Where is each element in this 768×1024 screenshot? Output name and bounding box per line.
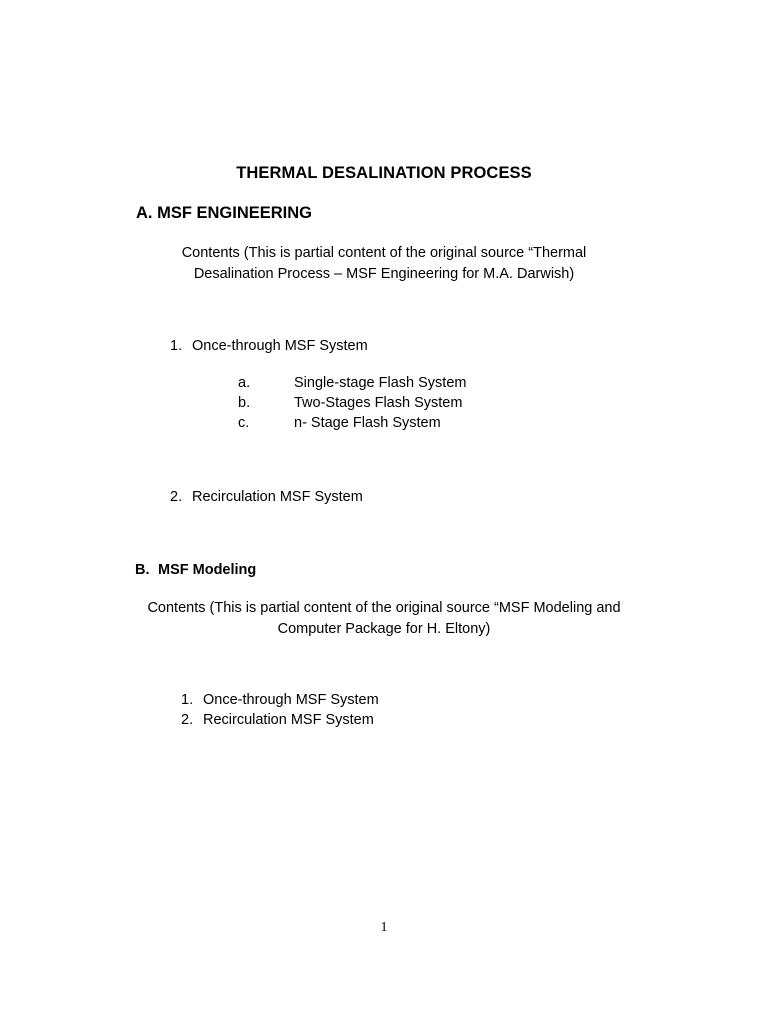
- list-item: [170, 489, 363, 505]
- list-item-label: Once-through MSF System: [192, 338, 368, 354]
- sub-list-item-letter: a.: [238, 375, 251, 391]
- section-a-contents-line-1: Contents (This is partial content of the original source “Thermal: [181, 245, 587, 261]
- sub-list-item-label: Two-Stages Flash System: [294, 395, 463, 411]
- sub-list-item: [238, 415, 441, 431]
- list-item-number: 1.: [170, 338, 183, 354]
- page-title: THERMAL DESALINATION PROCESS: [236, 164, 532, 182]
- sub-list-item-label: n- Stage Flash System: [294, 415, 441, 431]
- section-a-contents-line-2: Desalination Process – MSF Engineering for M.A. Darwish): [193, 266, 575, 282]
- sub-list-item-letter: c.: [238, 415, 250, 431]
- list-item-label: Recirculation MSF System: [203, 712, 374, 728]
- list-item: [181, 712, 374, 728]
- section-b-title: MSF Modeling: [158, 562, 257, 578]
- section-b-contents-line-2: Computer Package for H. Eltony): [277, 621, 491, 637]
- list-item-label: Once-through MSF System: [203, 692, 379, 708]
- list-item: [170, 338, 368, 354]
- list-item-number: 2.: [181, 712, 194, 728]
- sub-list-item: [238, 375, 466, 391]
- section-b-number: B.: [135, 562, 150, 578]
- list-item-label: Recirculation MSF System: [192, 489, 363, 505]
- sub-list-item-label: Single-stage Flash System: [294, 375, 467, 391]
- section-b-heading: [135, 562, 256, 578]
- section-a-heading: A. MSF ENGINEERING: [136, 204, 313, 222]
- list-item-number: 2.: [170, 489, 183, 505]
- section-a-contents-note: [0, 243, 768, 285]
- page-number: 1: [380, 920, 388, 935]
- sub-list-item: [238, 395, 462, 411]
- list-item: [181, 692, 379, 708]
- section-b-contents-line-1: Contents (This is partial content of the original source “MSF Modeling and: [147, 600, 621, 616]
- sub-list-item-letter: b.: [238, 395, 251, 411]
- list-item-number: 1.: [181, 692, 194, 708]
- section-b-contents-note: [0, 598, 768, 640]
